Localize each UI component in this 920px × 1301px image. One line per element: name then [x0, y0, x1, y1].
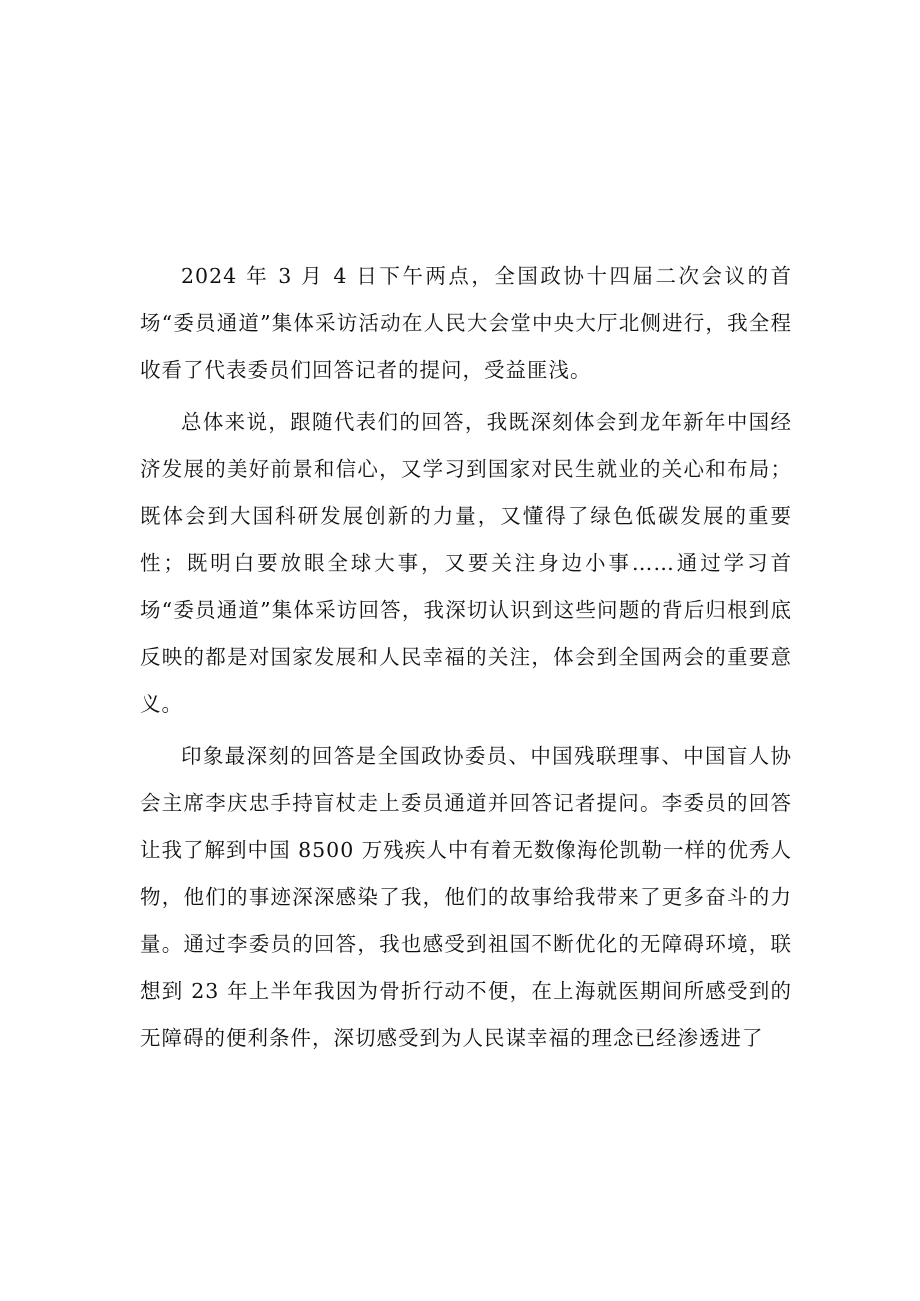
- paragraph-1: 2024 年 3 月 4 日下午两点，全国政协十四届二次会议的首场“委员通道”集体采访活动在人民大会堂中央大厅北侧进行，我全程收看了代表委员们回答记者的提问，受益匪浅。: [140, 264, 792, 382]
- paragraph-2: 总体来说，跟随代表们的回答，我既深刻体会到龙年新年中国经济发展的美好前景和信心，又学习到国家对民生就业的关心和布局；既体会到大国科研发展创新的力量，又懂得了绿色低碳发展的重要性；既明白要放眼全球大事，又要关注身边小事……通过学习首场“委员通道”集体采访回答，我深切认识到这些问题的背后归根到底反映的都是对国家发展和人民幸福的关注，体会到全国两会的重要意义。: [140, 410, 792, 716]
- paragraph-3: 印象最深刻的回答是全国政协委员、中国残联理事、中国盲人协会主席李庆忠手持盲杖走上委员通道并回答记者提问。李委员的回答让我了解到中国 8500 万残疾人中有着无数像海伦凯勒一样的优秀人物，他们的事迹深深感染了我，他们的故事给我带来了更多奋斗的力量。通过李委员的回答，我也感受到祖国不断优化的无障碍环境，联想到 23 年上半年我因为骨折行动不便，在上海就医期间所感受到的无障碍的便利条件，深切感受到为人民谋幸福的理念已经渗透进了: [140, 744, 792, 1050]
- document-page: [140, 253, 792, 1067]
